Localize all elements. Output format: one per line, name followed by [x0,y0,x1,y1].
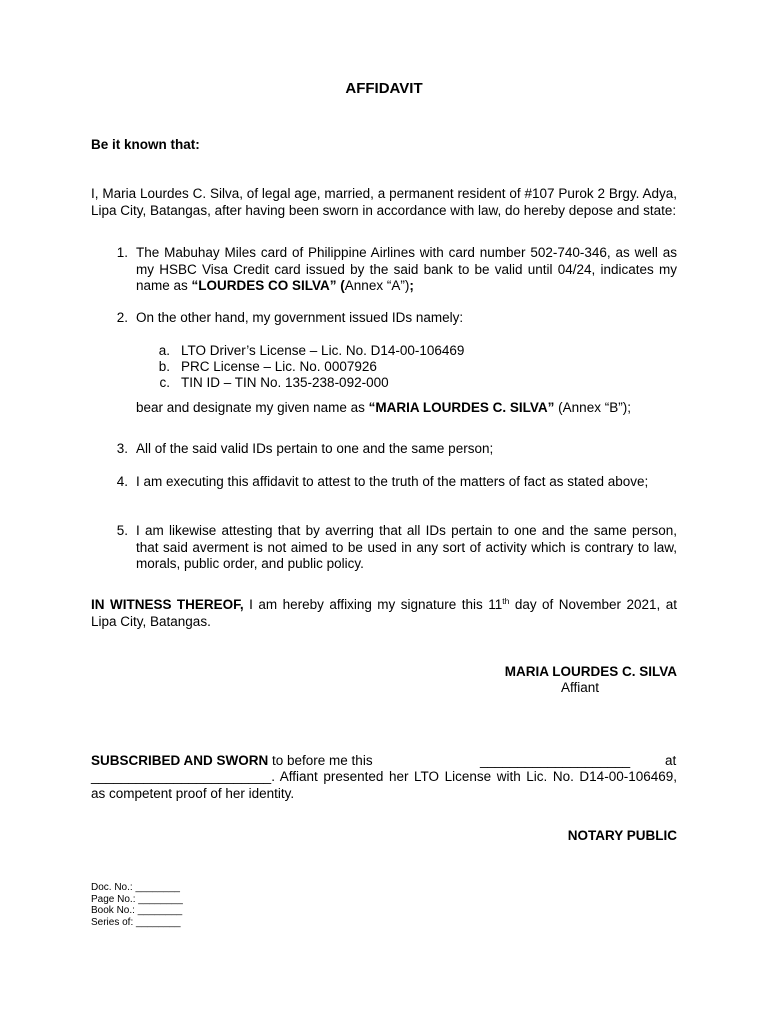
sub-item-letter: b. [158,359,170,374]
witness-paragraph: IN WITNESS THEREOF, I am hereby affixing my signature this 11th day of November 2021, at Lipa City, Batangas. [91,596,678,629]
affiant-name: MARIA LOURDES C. SILVA [504,664,677,679]
item-number: 2. [116,310,128,325]
sub-item-text: PRC License – Lic. No. 0007926 [181,359,377,374]
sub-item-letter: c. [159,375,170,390]
doc-ref-line: Page No.: ________ [91,893,183,905]
at-word: at [665,753,677,768]
subscribed-rest: ________________________. Affiant presented her LTO License with Lic. No. D14-00-106469, as competent proof of her identity. [91,769,677,801]
item-1-text: The Mabuhay Miles card of Philippine Airlines with card number 502-740-346, as well as my HSBC Visa Credit card issued by the said bank to be valid until 04/24, indicates my name as “LOURDES CO SILVA” (Annex “A”); [136,245,677,293]
doc-ref-line: Series of: ________ [91,916,181,928]
designate-text: bear and designate my given name as “MARIA LOURDES C. SILVA” (Annex “B”); [136,400,631,415]
intro-heading: Be it known that: [91,137,200,152]
doc-ref-line: Doc. No.: ________ [91,882,180,893]
item-number: 4. [116,474,128,489]
sub-item-letter: a. [158,343,170,358]
item-4-text: I am executing this affidavit to attest to the truth of the matters of fact as stated above; [136,474,649,489]
date-blank: ____________________ [480,753,631,768]
document-title: AFFIDAVIT [345,80,423,97]
sub-item-text: LTO Driver’s License – Lic. No. D14-00-106469 [181,343,465,358]
affiant-role: Affiant [560,680,600,695]
item-3-text: All of the said valid IDs pertain to one and the same person; [136,441,494,456]
subscribed-line-1: SUBSCRIBED AND SWORN to before me this [91,753,373,768]
doc-ref-line: Book No.: ________ [91,905,183,916]
doc-ref-list [91,882,183,928]
sub-item-text: TIN ID – TIN No. 135-238-092-000 [181,375,389,390]
item-5-text: I am likewise attesting that by averring that all IDs pertain to one and the same person, that said averment is not aimed to be used in any sort of activity which is contrary to law, morals, public order, and public policy. [136,523,677,571]
notary-public-label: NOTARY PUBLIC [567,828,677,843]
item-number: 5. [116,523,128,538]
item-2-text: On the other hand, my government issued IDs namely: [136,310,464,325]
item-number: 3. [116,441,128,456]
item-number: 1. [116,245,128,260]
intro-paragraph: I, Maria Lourdes C. Silva, of legal age, married, a permanent resident of #107 Purok 2 Brgy. Adya, Lipa City, Batangas, after having been sworn in accordance with law, do hereby depose and state: [91,186,677,218]
